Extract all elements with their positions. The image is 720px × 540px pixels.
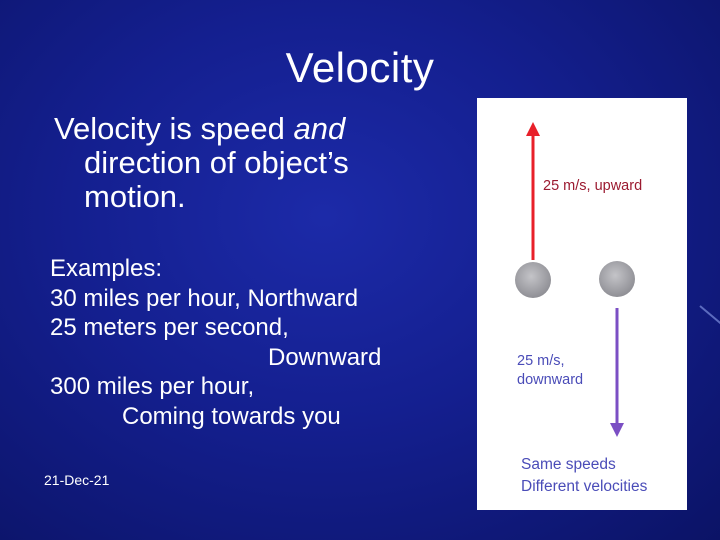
slide-title: Velocity — [285, 44, 435, 91]
decorative-line — [699, 305, 720, 332]
downward-velocity-label: 25 m/s, downward — [517, 353, 584, 388]
definition-line-1: Velocity is speed and — [54, 111, 346, 146]
examples-heading: Examples: — [50, 255, 163, 282]
example-northward: 30 miles per hour, Northward — [50, 284, 359, 312]
velocity-diagram-panel — [477, 98, 687, 510]
upward-velocity-label: 25 m/s, upward — [543, 178, 643, 194]
definition-line-2: direction of object’s — [84, 145, 349, 180]
slide-date: 21-Dec-21 — [44, 472, 110, 488]
examples-list — [50, 254, 430, 431]
summary-different-velocities: Different velocities — [521, 478, 648, 495]
definition-emphasis: and — [293, 111, 346, 146]
example-towards-speed: 300 miles per hour, — [50, 373, 255, 400]
example-towards-direction: Coming towards you — [122, 402, 341, 430]
definition-line-3: motion. — [84, 179, 186, 214]
velocity-summary — [521, 454, 647, 498]
summary-same-speeds: Same speeds — [521, 456, 616, 473]
ball-right-icon — [599, 261, 635, 297]
example-downward-speed: 25 meters per second, — [50, 314, 289, 341]
velocity-definition — [54, 112, 434, 214]
velocity-diagram — [477, 98, 687, 510]
upward-arrow-head — [526, 122, 540, 136]
downward-arrow-head — [610, 423, 624, 437]
example-downward-direction: Downward — [268, 343, 382, 371]
ball-left-icon — [515, 262, 551, 298]
